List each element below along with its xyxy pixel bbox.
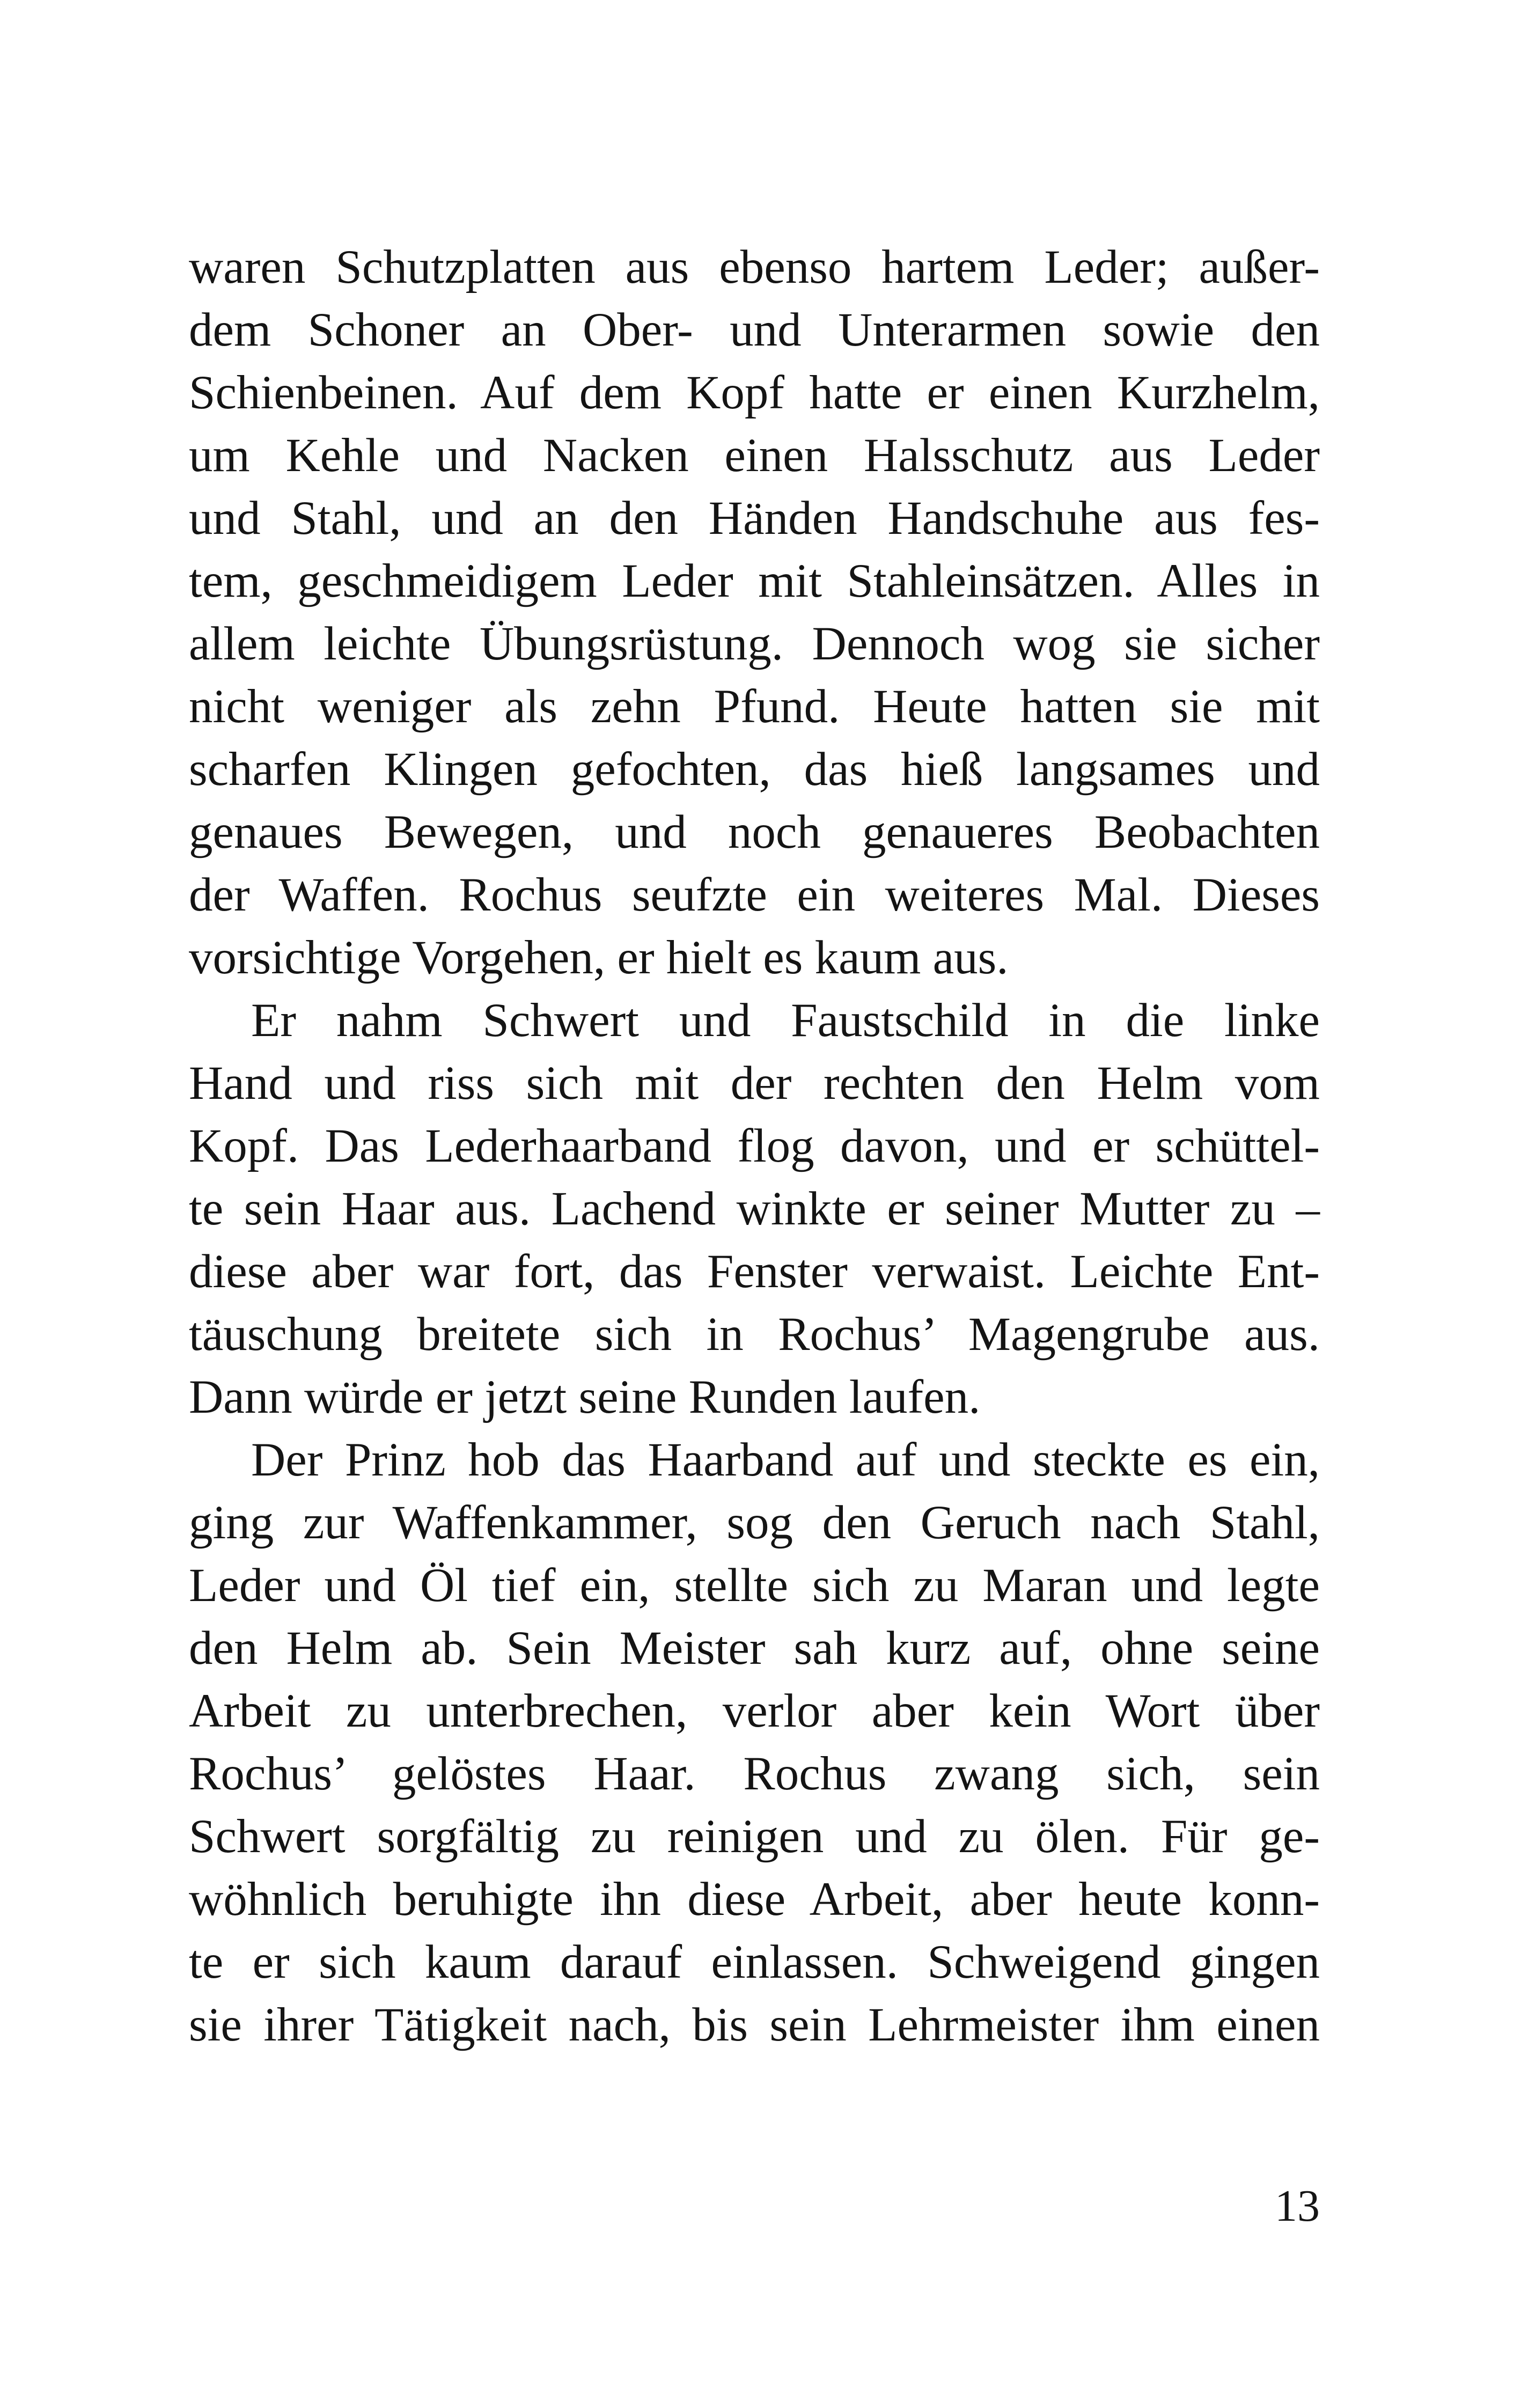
text-line: der Waffen. Rochus seufzte ein weiteres Mal. Dieses [189,869,1320,921]
text-line: genaues Bewegen, und noch genaueres Beobachten [189,806,1320,858]
text-line: Arbeit zu unterbrechen, verlor aber kein Wort über [189,1685,1320,1737]
text-line: scharfen Klingen gefochten, das hieß langsames und [189,743,1320,796]
text-line: Schwert sorgfältig zu reinigen und zu ölen. Für ge- [189,1810,1320,1863]
paragraph-start-line: Der Prinz hob das Haarband auf und steckte es ein, [251,1434,1320,1486]
text-line: ging zur Waffenkammer, sog den Geruch nach Stahl, [189,1496,1320,1549]
text-line: Hand und riss sich mit der rechten den Helm vom [189,1057,1320,1110]
text-line: te sein Haar aus. Lachend winkte er seiner Mutter zu – [189,1183,1320,1235]
text-line: diese aber war fort, das Fenster verwaist. Leichte Ent- [189,1245,1320,1298]
text-line: tem, geschmeidigem Leder mit Stahleinsätzen. Alles in [189,555,1320,607]
text-line: Rochus’ gelöstes Haar. Rochus zwang sich, sein [189,1748,1320,1800]
text-line: te er sich kaum darauf einlassen. Schweigend gingen [189,1936,1320,1988]
text-line: allem leichte Übungsrüstung. Dennoch wog sie sicher [189,618,1320,670]
text-line: Leder und Öl tief ein, stellte sich zu Maran und legte [189,1559,1320,1612]
paragraph-start-line: Er nahm Schwert und Faustschild in die linke [251,994,1320,1047]
text-line: Kopf. Das Lederhaarband flog davon, und er schüttel- [189,1120,1320,1172]
text-line: den Helm ab. Sein Meister sah kurz auf, ohne seine [189,1622,1320,1675]
text-line: sie ihrer Tätigkeit nach, bis sein Lehrmeister ihm einen [189,1999,1320,2051]
page-number: 13 [1275,2181,1320,2231]
paragraph-end-line: Dann würde er jetzt seine Runden laufen. [189,1371,981,1423]
body-text [189,236,1320,2057]
text-line: um Kehle und Nacken einen Halsschutz aus Leder [189,429,1320,482]
text-line: dem Schoner an Ober- und Unterarmen sowie den [189,304,1320,356]
text-line: Schienbeinen. Auf dem Kopf hatte er einen Kurzhelm, [189,366,1320,419]
text-line: waren Schutzplatten aus ebenso hartem Leder; außer- [189,241,1320,293]
text-line: und Stahl, und an den Händen Handschuhe aus fes- [189,492,1320,545]
text-line: wöhnlich beruhigte ihn diese Arbeit, aber heute konn- [189,1873,1320,1926]
paragraph-end-line: vorsichtige Vorgehen, er hielt es kaum aus. [189,931,1009,984]
text-line: täuschung breitete sich in Rochus’ Magengrube aus. [189,1308,1320,1361]
text-line: nicht weniger als zehn Pfund. Heute hatten sie mit [189,680,1320,733]
